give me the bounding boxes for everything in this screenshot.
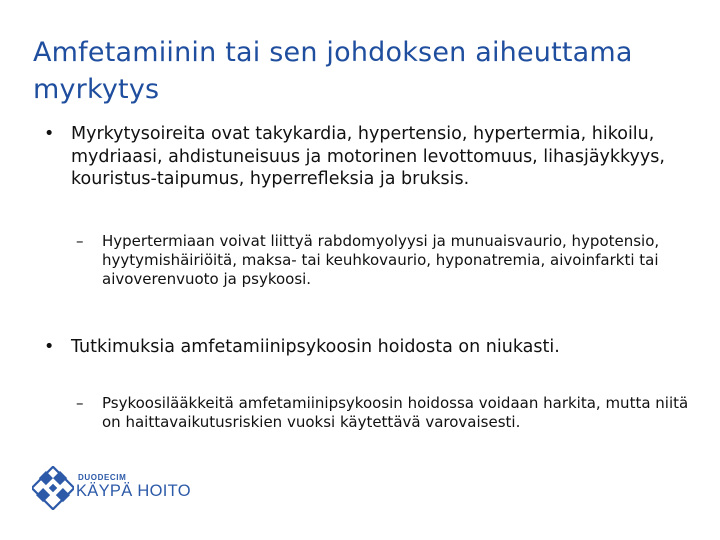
bullet-item-2 <box>44 336 684 359</box>
slide-title: Amfetamiinin tai sen johdoksen aiheuttama myrkytys <box>33 37 633 105</box>
diamond-logo-icon <box>32 466 74 510</box>
bullet-text: Tutkimuksia amfetamiinipsykoosin hoidosta on niukasti. <box>71 337 560 357</box>
logo-small-text: DUODECIM <box>78 473 127 482</box>
dash-icon: – <box>76 232 84 250</box>
bullet-text: Myrkytysoireita ovat takykardia, hypertensio, hypertermia, hikoilu, mydriaasi, ahdistuneisuus ja motorinen levottomuus, lihasjäykkyys, kouristus-taipumus, hyperrefleksia ja bruksis. <box>71 124 665 189</box>
bullet-icon: • <box>44 337 55 357</box>
sub-bullet-text: Hypertermiaan voivat liittyä rabdomyolyysi ja munuaisvaurio, hypotensio, hyytymishäiriöitä, maksa- tai keuhkovaurio, hyponatremia, aivoinfarkti tai aivoverenvuoto ja psykoosi. <box>102 232 660 288</box>
sub-bullet-text: Psykoosilääkkeitä amfetamiinipsykoosin hoidossa voidaan harkita, mutta niitä on haittavaikutusriskien vuoksi käytettävä varovaisesti. <box>102 394 689 431</box>
bullet-icon: • <box>44 124 55 144</box>
bullet-item-1 <box>44 123 684 191</box>
dash-icon: – <box>76 394 84 412</box>
logo-brand-text: KÄYPÄ HOITO <box>76 482 191 500</box>
sub-bullet-item-1 <box>76 232 696 289</box>
sub-bullet-item-2 <box>76 394 696 432</box>
